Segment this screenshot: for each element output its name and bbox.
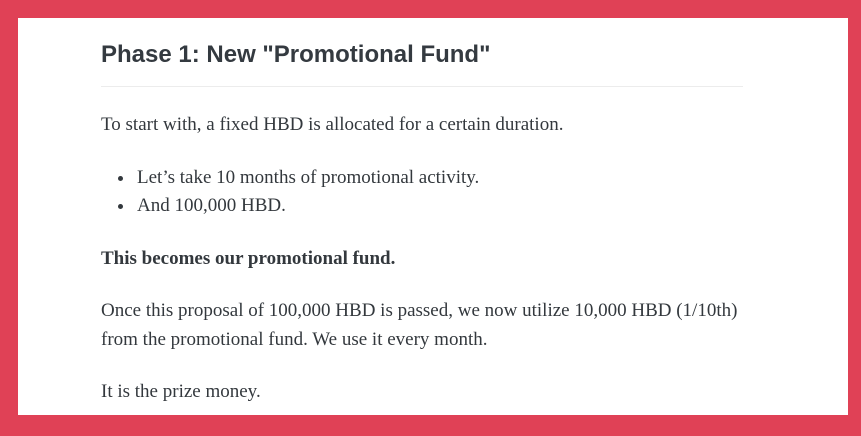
list-item: • And 100,000 HBD. bbox=[135, 192, 743, 221]
intro-paragraph: To start with, a fixed HBD is allocated for a certain duration. bbox=[101, 114, 564, 135]
post-card bbox=[18, 18, 848, 415]
list-item: • Let’s take 10 months of promotional activity. bbox=[135, 164, 743, 193]
post-title: Phase 1: New "Promotional Fund" bbox=[101, 40, 743, 87]
body-paragraph: Once this proposal of 100,000 HBD is passed, we now utilize 10,000 HBD (1/10th) from the promotional fund. We use it every month. bbox=[101, 300, 738, 350]
post-content bbox=[101, 18, 743, 407]
bullet-list bbox=[101, 164, 743, 221]
emphasis-paragraph: This becomes our promotional fund. bbox=[101, 247, 396, 269]
closing-paragraph: It is the prize money. bbox=[101, 381, 261, 402]
